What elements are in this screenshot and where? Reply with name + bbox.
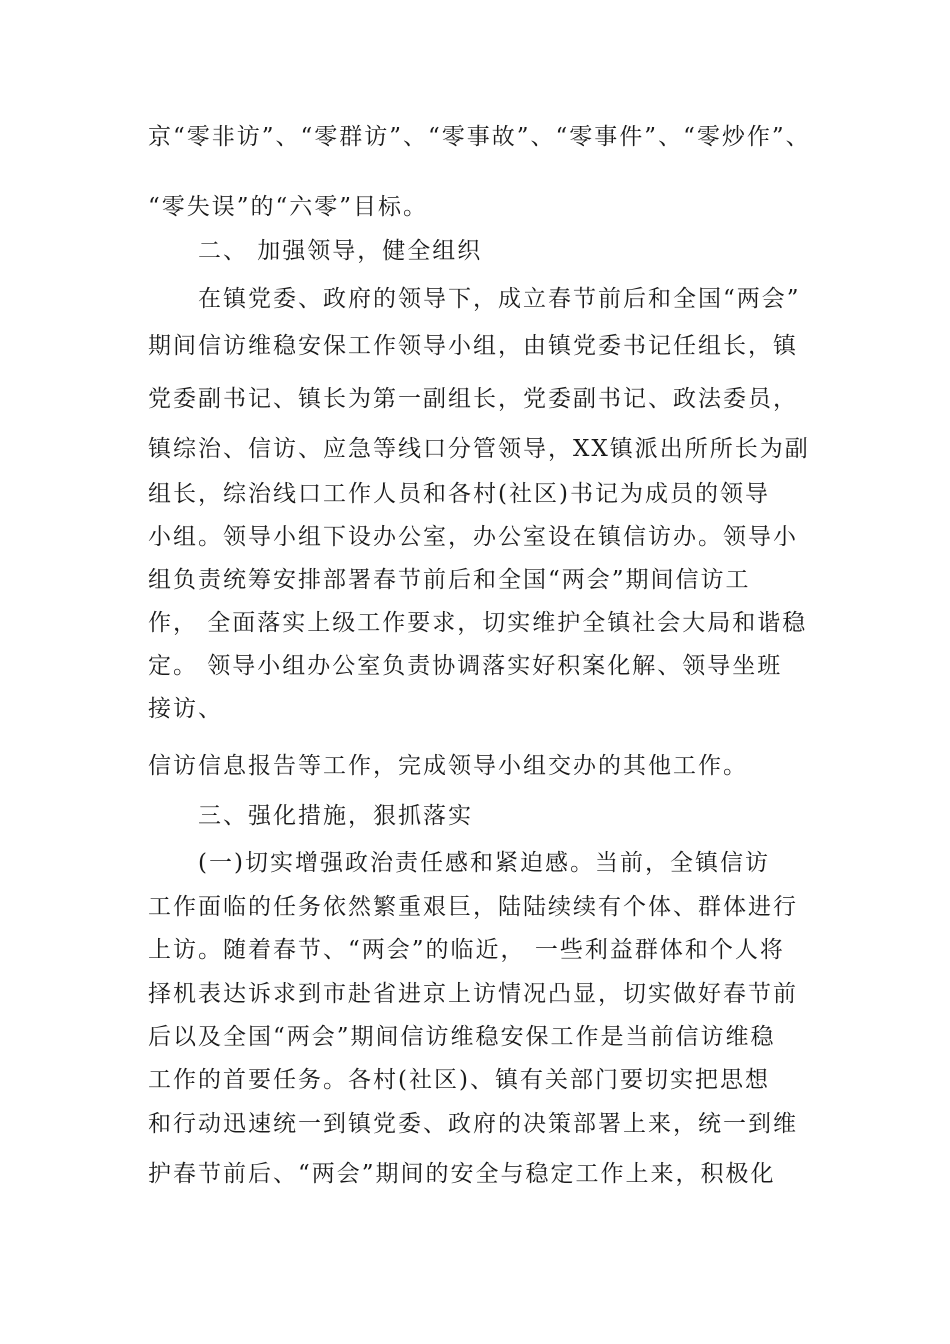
text-line: 作， 全面落实上级工作要求，切实维护全镇社会大局和谐稳: [148, 610, 808, 636]
text-line: 小组。领导小组下设办公室，办公室设在镇信访办。领导小: [148, 524, 798, 550]
text-line: 期间信访维稳安保工作领导小组，由镇党委书记任组长，镇: [148, 333, 798, 359]
text-line: 工作的首要任务。各村(社区)、镇有关部门要切实把思想: [148, 1067, 770, 1093]
text-line: 和行动迅速统一到镇党委、政府的决策部署上来，统一到维: [148, 1111, 798, 1137]
text-line: 组长，综治线口工作人员和各村(社区)书记为成员的领导: [148, 481, 770, 507]
text-line: 镇综治、信访、应急等线口分管领导，XX镇派出所所长为副: [148, 436, 810, 462]
text-line: 上访。随着春节、“两会”的临近， 一些利益群体和个人将: [148, 937, 785, 963]
text-line: 定。 领导小组办公室负责协调落实好积案化解、领导坐班: [148, 653, 783, 679]
text-line: 在镇党委、政府的领导下，成立春节前后和全国“两会”: [198, 286, 801, 312]
text-line: 信访信息报告等工作，完成领导小组交办的其他工作。: [148, 753, 748, 779]
text-line: 接访、: [148, 696, 223, 722]
text-line: 京“零非访”、“零群访”、“零事故”、“零事件”、“零炒作”、: [148, 124, 811, 150]
text-line: (一)切实增强政治责任感和紧迫感。当前，全镇信访: [198, 850, 770, 876]
text-line: 工作面临的任务依然繁重艰巨，陆陆续续有个体、群体进行: [148, 894, 798, 920]
text-line: 护春节前后、“两会”期间的安全与稳定工作上来，积极化: [148, 1161, 776, 1187]
text-line: 择机表达诉求到市赴省进京上访情况凸显，切实做好春节前: [148, 981, 798, 1007]
text-line: 党委副书记、镇长为第一副组长，党委副书记、政法委员，: [148, 386, 798, 412]
section-heading: 二、 加强领导，健全组织: [198, 238, 483, 264]
text-line: “零失误”的“六零”目标。: [148, 194, 429, 220]
text-line: 后以及全国“两会”期间信访维稳安保工作是当前信访维稳: [148, 1024, 776, 1050]
section-heading: 三、强化措施，狠抓落实: [198, 803, 473, 829]
text-line: 组负责统筹安排部署春节前后和全国“两会”期间信访工: [148, 567, 751, 593]
